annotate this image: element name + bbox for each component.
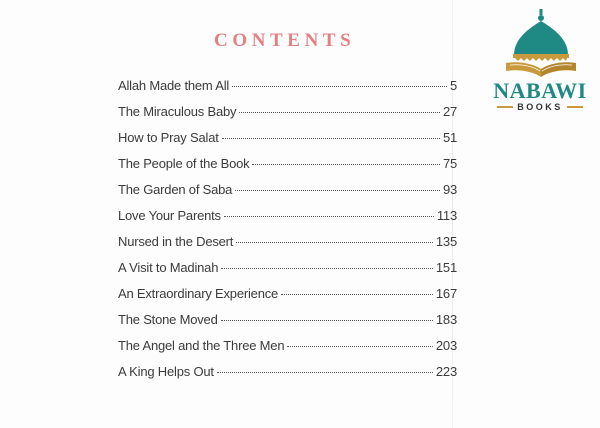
toc-dot-leader: [281, 294, 433, 295]
toc-entry: [118, 338, 457, 364]
toc-entry: [118, 104, 457, 130]
table-of-contents: [118, 78, 457, 390]
toc-entry-title: Love Your Parents: [118, 208, 221, 223]
logo-sub-text: BOOKS: [517, 102, 563, 112]
toc-entry-page: 27: [442, 104, 457, 119]
toc-dot-leader: [232, 86, 447, 87]
toc-entry: [118, 234, 457, 260]
toc-entry-title: A King Helps Out: [118, 364, 214, 379]
toc-entry: [118, 286, 457, 312]
toc-dot-leader: [239, 112, 440, 113]
toc-entry: [118, 260, 457, 286]
toc-entry-title: An Extraordinary Experience: [118, 286, 279, 301]
toc-entry-page: 75: [442, 156, 457, 171]
toc-entry-title: The People of the Book: [118, 156, 250, 171]
toc-entry-page: 51: [442, 130, 457, 145]
toc-entry-title: The Stone Moved: [118, 312, 218, 327]
toc-dot-leader: [236, 242, 433, 243]
toc-entry-title: The Angel and the Three Men: [118, 338, 285, 353]
toc-entry: [118, 130, 457, 156]
contents-heading: CONTENTS: [214, 30, 356, 51]
toc-entry-page: 223: [435, 364, 457, 379]
toc-dot-leader: [235, 190, 440, 191]
toc-entry-page: 203: [435, 338, 457, 353]
toc-entry: [118, 78, 457, 104]
toc-dot-leader: [217, 372, 433, 373]
toc-entry: [118, 182, 457, 208]
toc-entry-page: 183: [435, 312, 457, 327]
toc-dot-leader: [287, 346, 433, 347]
toc-entry: [118, 208, 457, 234]
toc-entry-page: 135: [435, 234, 457, 249]
toc-entry-title: Allah Made them All: [118, 78, 230, 93]
toc-entry-page: 5: [449, 78, 457, 93]
toc-dot-leader: [221, 268, 433, 269]
logo-brand-text: NABAWI: [493, 78, 587, 103]
toc-entry-title: How to Pray Salat: [118, 130, 219, 145]
toc-entry-title: A Visit to Madinah: [118, 260, 219, 275]
toc-entry-page: 167: [435, 286, 457, 301]
toc-entry: [118, 364, 457, 390]
toc-dot-leader: [222, 138, 440, 139]
toc-entry: [118, 156, 457, 182]
toc-entry: [118, 312, 457, 338]
toc-dot-leader: [224, 216, 434, 217]
toc-entry-title: Nursed in the Desert: [118, 234, 234, 249]
toc-entry-page: 151: [435, 260, 457, 275]
logo-divider: [567, 106, 583, 108]
toc-entry-title: The Miraculous Baby: [118, 104, 237, 119]
toc-entry-page: 113: [436, 208, 457, 223]
logo-divider: [497, 106, 513, 108]
logo-sub: [490, 102, 590, 112]
toc-dot-leader: [252, 164, 439, 165]
toc-dot-leader: [221, 320, 433, 321]
toc-entry-title: The Garden of Saba: [118, 182, 233, 197]
toc-entry-page: 93: [442, 182, 457, 197]
